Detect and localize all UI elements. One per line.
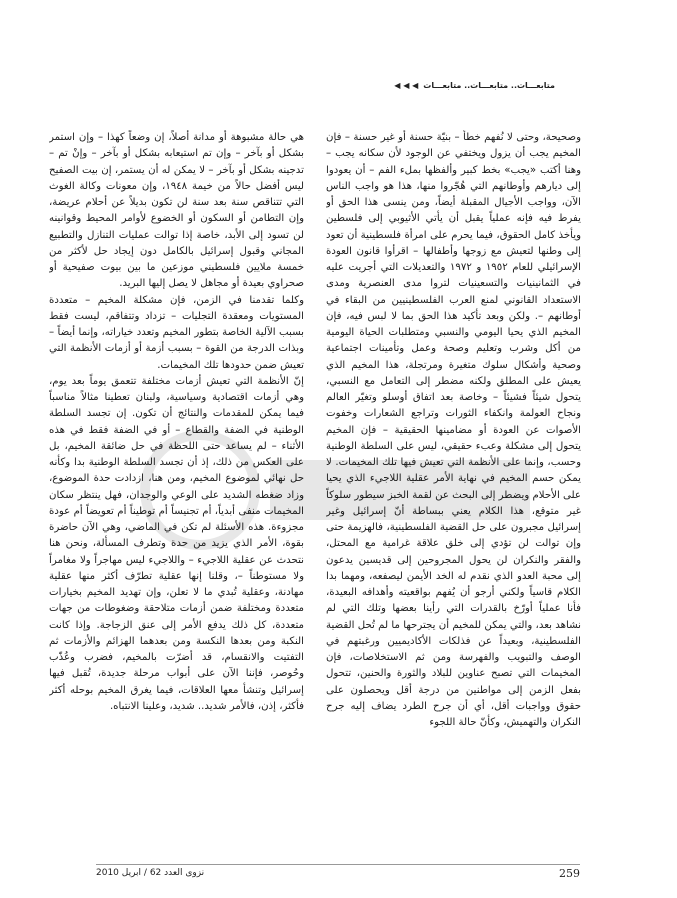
article-column-left [49,130,304,870]
page-footer [96,864,580,881]
paragraph: هي حالة مشبوهة أو مدانة أصلاً، إن وضعاً كهذا – وإن استمر بشكل أو بآخر – وإن تم استيعابه بشكل أو بآخر – وإنْ تم – تدجينه بشكل أو بآخر – لا يمكن له أن يستمر، إن بيت الصفيح ليس أفضل حالاً من خيمة ١٩٤٨، وإن معونات وكالة الغوث التي تتناقص سنة بعد سنة لن تكون بديلاً عن أحلام عريضة، وإن التطامن أو السكون أو الخضوع لأوامر المحيط وقوانينه لن تسود إلى الأبد، خاصة إذا توالت عمليات التنازل والتطبيع المجاني وقبول إسرائيل بالكامل دون إيجاد حل لأكثر من خمسة ملايين فلسطيني موزعين ما بين بيوت صفيحية أو صحراوي بعيدة أو مجاهل لا يصل إليها البريد. [49,132,304,290]
section-title: متابعـــات.. متابعـــات.. متابعـــات [423,80,555,90]
section-header [255,78,555,92]
issue-label: نزوى العدد 62 / ابريل 2010 [96,868,205,878]
paragraph: وكلما تقدمنا في الزمن، فإن مشكلة المخيم – متعددة المستويات ومعقدة التجليات – تزداد وتتفاقم، ليست فقط بسبب الآلية الخاصة بتطور المخيم وتعدد خياراته، وإنما أيضاً – وبذات الدرجة من القوة – بسبب أزمة أو أزمات الأنظمة التي تعيش ضمن حدودها تلك المخيمات. [49,294,304,371]
article-column-right [326,130,581,870]
paragraph: وصحيحة، وحتى لا نُفهم خطأ – بنيّة حسنة أو غير حسنة – فإن المخيم يجب أن يزول ويختفي عن الوجود لأن سكانه يجب – وهنا أكتب «يجب» بخط كبير وألفظها بملء الفم – أن يعودوا إلى ديارهم وأوطانهم التي هُجّروا منها، هذا هو واجب الناس الآن، وواجب الأجيال المقبلة أيضاً، ومن ينسى هذا الحق أو يفرط فيه فإنه عملياً يقبل أن يأتي الأثيوبي إلى فلسطين ويأخذ كامل الحقوق، فيما يحرم على امرأة فلسطينية أن تعود إلى وطنها لتعيش مع زوجها وأطفالها – اقرأوا قانون العودة الإسرائيلي للعام ١٩٥٢ و ١٩٧٢ والتعديلات التي أجريت عليه في الثمانينيات والتسعينيات لتروا مدى العنصرية ومدى الاستعداد القانوني لمنع العرب الفلسطينيين من البقاء في أوطانهم –. ولكن وبعد تأكيد هذا الحق بما لا لبس فيه، فإن المخيم الذي يحيا اليومي والنسبي ومتطلبات الحياة اليومية من أكل وشرب وتعليم وصحة وعمل وتأمينات اجتماعية وصحية وأشكال سلوك متغيرة ومرتجلة، هذا المخيم الذي يعيش على المطلق ولكنه مضطر إلى التعامل مع النسبي، يتحول شيئاً فشيئاً – وخاصة بعد اتفاق أوسلو وتغيّر العالم ونجاح العولمة وانكفاء الثورات وتراجع الشعارات وخفوت الأصوات عن العودة أو مضامينها الحقيقية – فإن المخيم يتحول إلى مشكلة وعبء حقيقي، ليس على السلطة الوطنية وحسب، وإنما على الأنظمة التي تعيش فيها تلك المخيمات. لا يمكن حسم المخيم في نهاية الأمر عقلية اللاجيء الذي يحيا على الأحلام ويضطر إلى البحث عن لقمة الخبز سيطور سلوكاً غير متوقع، هذا الكلام يعني ببساطة أنّ إسرائيل وغير إسرائيل مجبرون على حل القضية الفلسطينية، فالهزيمة حتى وإن توالت لن تؤدي إلى خلق علاقة غرامية مع المحتل، والفقر والنكران لن يحول المجروحين إلى قديسين يدعون إلى محبة العدو الذي نقدم له الخد الأيمن ليصفعه، ومهما بدا الكلام قاسياً ولكني أرجو أن يُفهم بواقعيته وأهدافه البعيدة، فأنا عملياً أورّخ بالقدرات التي رأينا بعضها وتلك التي لم نشاهد بعد، والتي يمكن للمخيم أن يجترحها ما لم تُحل القضية الفلسطينية، وبعيداً عن فذلكات الأكاديميين ورغبتهم في الوصف والتبويب والفهرسة ومن ثم الاستخلاصات، فإن المخيمات التي تصبح عناوين للبلاد والثورة والحنين، تتحول بفعل الزمن إلى مواطنين من درجة أقل ويحصلون على حقوق وواجبات أقل، أي أن جرح الطرد يضاف إليه جرح النكران والتهميش، وكأنّ حالة اللجوء [326,132,581,728]
paragraph: إنّ الأنظمة التي تعيش أزمات مختلفة تتعمق يوماً بعد يوم، وهي أزمات اقتصادية وسياسية، ولبنان تعطينا مثالاً مناسباً فيما يمكن للمقدمات والنتائج أن تكون. إن تجسد السلطة الوطنية في الضفة والقطاع – أو في الضفة فقط في هذه الأثناء – لم يساعد حتى اللحظة في حل ضائقة المخيم، بل على العكس من ذلك، إذ أن تجسد السلطة الوطنية بدا وكأنه حل نهائي لموضوع المخيم، ومن هنا، ازدادت حدة الموضوع، وزاد ضغطه الشديد على الوعي والوجدان، فهل ينتظر سكان المخيمات منفى أبدياً، أم تجنيساً أم توطيناً أم تعويضاً أم عودة مجزوءة. هذه الأسئلة لم تكن في الماضي، وهي الآن حاضرة بقوة، الأمر الذي يزيد من حدة وتطرف المسألة، ونحن هنا نتحدث عن عقلية اللاجيء – واللاجيء ليس مهاجراً ولا مغامراً ولا مستوطناً –، وقلنا إنها عقلية تطرّف أكثر منها عقلية مهادنة، وعقلية تُبدي ما لا تعلن، وإن تهديد المخيم بخيارات متعددة ومختلفة ضمن أزمات متلاحقة وضغوطات من جهات متعددة، كل ذلك يدفع الأمر إلى عنق الزجاجة. وإذا كانت النكبة ومن بعدها النكسة ومن بعدهما الهزائم والأزمات ثم التفتيت والانقسام، قد أضرّت بالمخيم، فضرب وعُذّب وحُوصر، فإننا الآن على أبواب مرحلة جديدة، تُقبل فيها إسرائيل وتنشأ معها العلاقات، فيما يغرق المخيم بوحله أكثر فأكثر، إذن، فالأمر شديد.. شديد، وعلينا الانتباه. [49,375,304,712]
page-number: 259 [559,866,580,880]
arrows-left-icon: ◀ ◀ ◀ [394,80,419,90]
